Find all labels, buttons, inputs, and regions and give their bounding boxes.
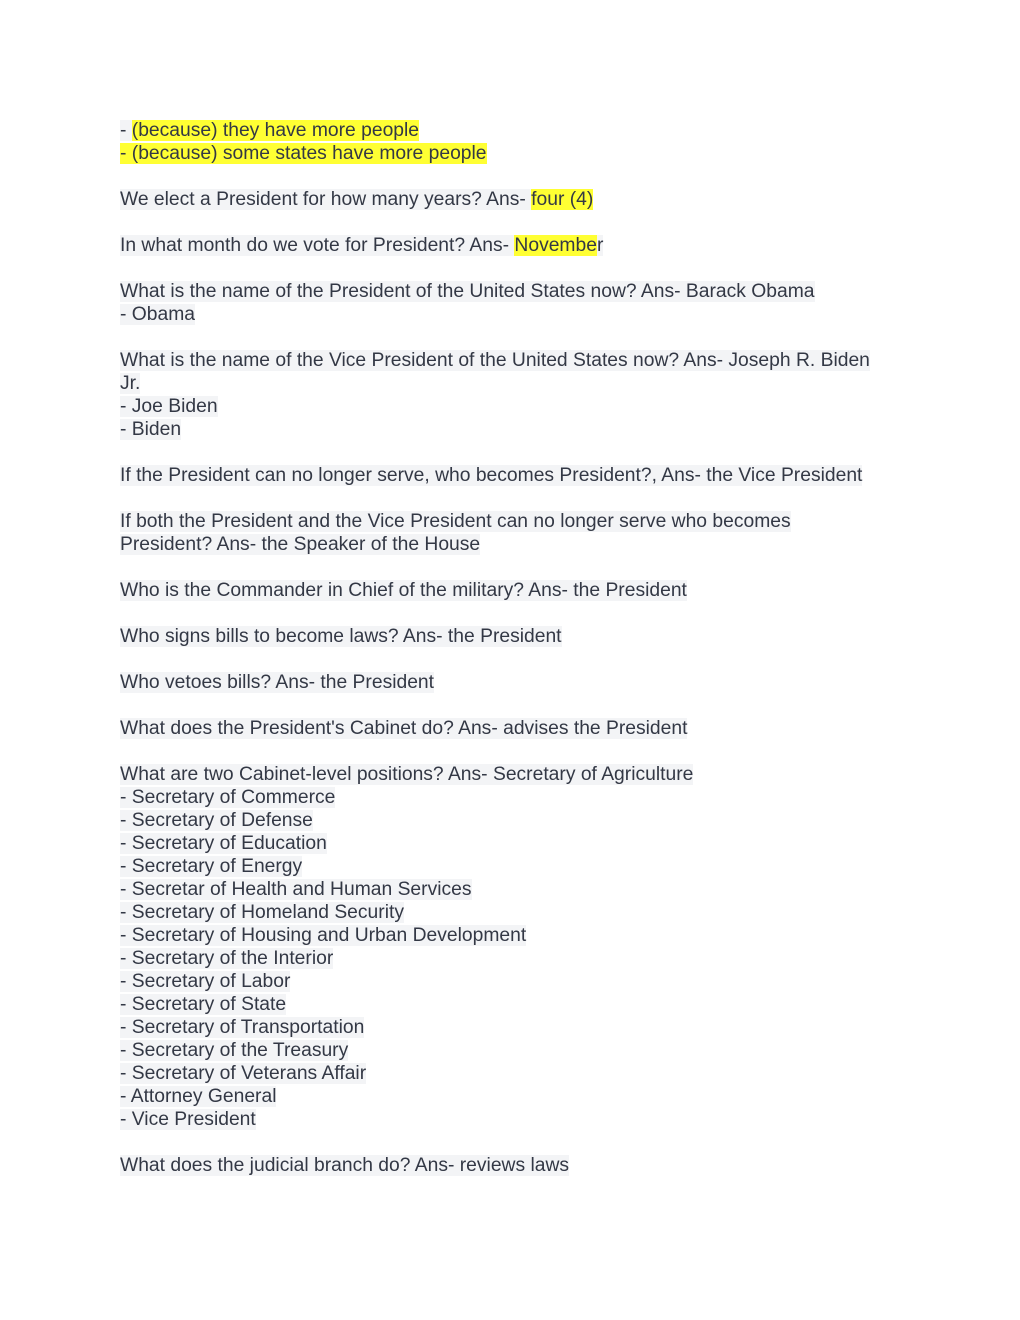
highlighted-text: four (4)	[531, 189, 594, 210]
text-line	[120, 1016, 1020, 1039]
text-line	[120, 970, 1020, 993]
text-line	[120, 303, 1020, 326]
blank-line	[120, 257, 1020, 280]
blank-line	[120, 487, 1020, 510]
blank-line	[120, 441, 1020, 464]
text-run: In what month do we vote for President? Ans-	[120, 235, 515, 256]
text-line	[120, 533, 1020, 556]
text-line	[120, 901, 1020, 924]
text-run: - Secretary of the Interior	[120, 948, 334, 969]
blank-line	[120, 211, 1020, 234]
text-run: We elect a President for how many years? Ans-	[120, 189, 532, 210]
text-line	[120, 947, 1020, 970]
highlighted-text: Novembe	[514, 235, 597, 256]
text-line	[120, 717, 1020, 740]
blank-line	[120, 694, 1020, 717]
text-line	[120, 464, 1020, 487]
text-line	[120, 188, 1020, 211]
text-line	[120, 786, 1020, 809]
highlighted-text: - (because) some states have more people	[120, 143, 487, 164]
text-run: - Secretary of Energy	[120, 856, 303, 877]
text-run: Who is the Commander in Chief of the military? Ans- the President	[120, 580, 687, 601]
text-line	[120, 142, 1020, 165]
text-run: If both the President and the Vice President can no longer serve who becomes	[120, 511, 791, 532]
text-run: What is the name of the Vice President of the United States now? Ans- Joseph R. Biden	[120, 350, 870, 371]
text-run: Who vetoes bills? Ans- the President	[120, 672, 435, 693]
text-line	[120, 878, 1020, 901]
text-run: What are two Cabinet-level positions? Ans- Secretary of Agriculture	[120, 764, 694, 785]
text-line	[120, 1085, 1020, 1108]
text-run: -	[120, 120, 132, 141]
text-line	[120, 763, 1020, 786]
text-line	[120, 372, 1020, 395]
blank-line	[120, 648, 1020, 671]
text-run: What does the judicial branch do? Ans- reviews laws	[120, 1155, 570, 1176]
text-line	[120, 234, 1020, 257]
blank-line	[120, 1131, 1020, 1154]
text-run: r	[596, 235, 604, 256]
text-run: - Secretary of Housing and Urban Development	[120, 925, 527, 946]
text-line	[120, 579, 1020, 602]
highlighted-text: (because) they have more people	[131, 120, 420, 141]
text-run: - Secretary of Transportation	[120, 1017, 365, 1038]
text-line	[120, 671, 1020, 694]
text-line	[120, 395, 1020, 418]
text-run: - Secretary of the Treasury	[120, 1040, 349, 1061]
text-run: - Secretary of Education	[120, 833, 327, 854]
blank-line	[120, 326, 1020, 349]
text-run: - Joe Biden	[120, 396, 218, 417]
text-run: - Biden	[120, 419, 182, 440]
text-run: - Secretary of State	[120, 994, 287, 1015]
text-line	[120, 418, 1020, 441]
text-run: If the President can no longer serve, who becomes President?, Ans- the Vice President	[120, 465, 863, 486]
text-line	[120, 1039, 1020, 1062]
text-run: - Secretary of Homeland Security	[120, 902, 404, 923]
blank-line	[120, 740, 1020, 763]
text-run: - Secretary of Veterans Affair	[120, 1063, 367, 1084]
text-line	[120, 280, 1020, 303]
text-line	[120, 625, 1020, 648]
text-line	[120, 924, 1020, 947]
text-run: What is the name of the President of the United States now? Ans- Barack Obama	[120, 281, 815, 302]
text-line	[120, 832, 1020, 855]
text-run: - Obama	[120, 304, 196, 325]
text-run: - Attorney General	[120, 1086, 277, 1107]
text-line	[120, 1108, 1020, 1131]
blank-line	[120, 602, 1020, 625]
text-run: President? Ans- the Speaker of the House	[120, 534, 481, 555]
text-line	[120, 809, 1020, 832]
blank-line	[120, 165, 1020, 188]
text-run: - Vice President	[120, 1109, 256, 1130]
text-run: Jr.	[120, 373, 141, 394]
text-run: Who signs bills to become laws? Ans- the President	[120, 626, 562, 647]
text-run: What does the President's Cabinet do? Ans- advises the President	[120, 718, 688, 739]
text-line	[120, 855, 1020, 878]
text-line	[120, 993, 1020, 1016]
text-line	[120, 510, 1020, 533]
text-line	[120, 1154, 1020, 1177]
text-run: - Secretary of Commerce	[120, 787, 336, 808]
blank-line	[120, 556, 1020, 579]
text-run: - Secretar of Health and Human Services	[120, 879, 472, 900]
text-line	[120, 349, 1020, 372]
text-run: - Secretary of Labor	[120, 971, 291, 992]
text-line	[120, 1062, 1020, 1085]
text-line	[120, 119, 1020, 142]
text-run: - Secretary of Defense	[120, 810, 313, 831]
